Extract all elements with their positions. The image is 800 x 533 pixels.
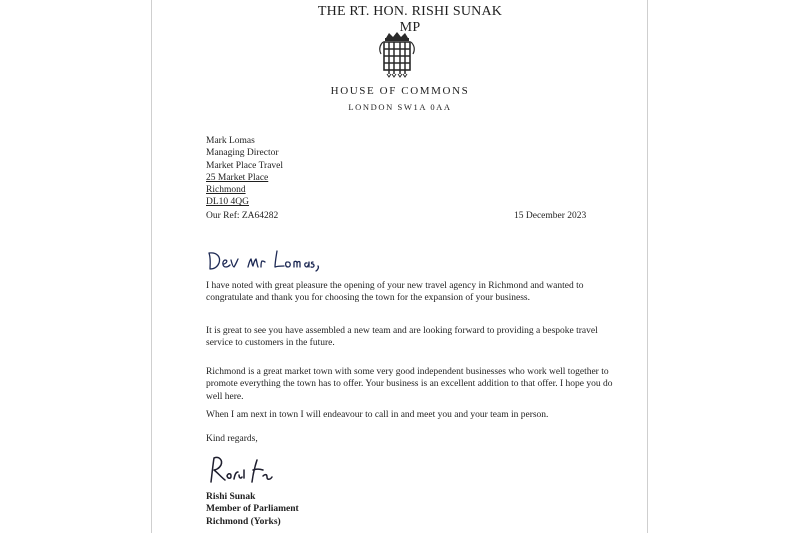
body-paragraph: It is great to see you have assembled a new team and are looking forward to providing a bespoke travel service to customers in the future. <box>206 326 598 349</box>
letterhead-house: HOUSE OF COMMONS <box>330 85 470 97</box>
recipient-line: 25 Market Place <box>206 172 269 183</box>
recipient-address <box>206 135 283 209</box>
recipient-line: DL10 4QG <box>206 197 250 208</box>
page-edge-left <box>151 0 152 533</box>
closing: Kind regards, <box>206 434 258 444</box>
signatory-constituency: Richmond (Yorks) <box>206 516 281 527</box>
handwritten-signature <box>205 452 305 488</box>
letter-date: 15 December 2023 <box>514 211 587 221</box>
reference-number: Our Ref: ZA64282 <box>206 211 279 221</box>
handwritten-salutation <box>205 247 335 277</box>
letterhead-name: THE RT. HON. RISHI SUNAK MP <box>317 4 503 35</box>
body-paragraph: When I am next in town I will endeavour to call in and meet you and your team in person. <box>206 410 549 420</box>
page-edge-right <box>647 0 648 533</box>
portcullis-icon <box>375 30 419 78</box>
signatory-title: Member of Parliament <box>206 504 299 515</box>
body-paragraph: I have noted with great pleasure the opening of your new travel agency in Richmond and wanted to congratulate and thank you for choosing the town for the expansion of your business. <box>206 281 584 304</box>
recipient-line: Managing Director <box>206 148 279 159</box>
body-paragraph: Richmond is a great market town with some very good independent businesses who work well together to promote everything the town has to offer. Your business is an excellent addition to that offer. I hope you do well here. <box>206 367 613 402</box>
recipient-line: Mark Lomas <box>206 136 255 146</box>
recipient-line: Market Place Travel <box>206 160 284 171</box>
recipient-line: Richmond <box>206 185 246 196</box>
signatory-block <box>206 491 299 528</box>
signatory-name: Rishi Sunak <box>206 492 256 502</box>
letterhead-location: LONDON SW1A 0AA <box>348 102 452 112</box>
